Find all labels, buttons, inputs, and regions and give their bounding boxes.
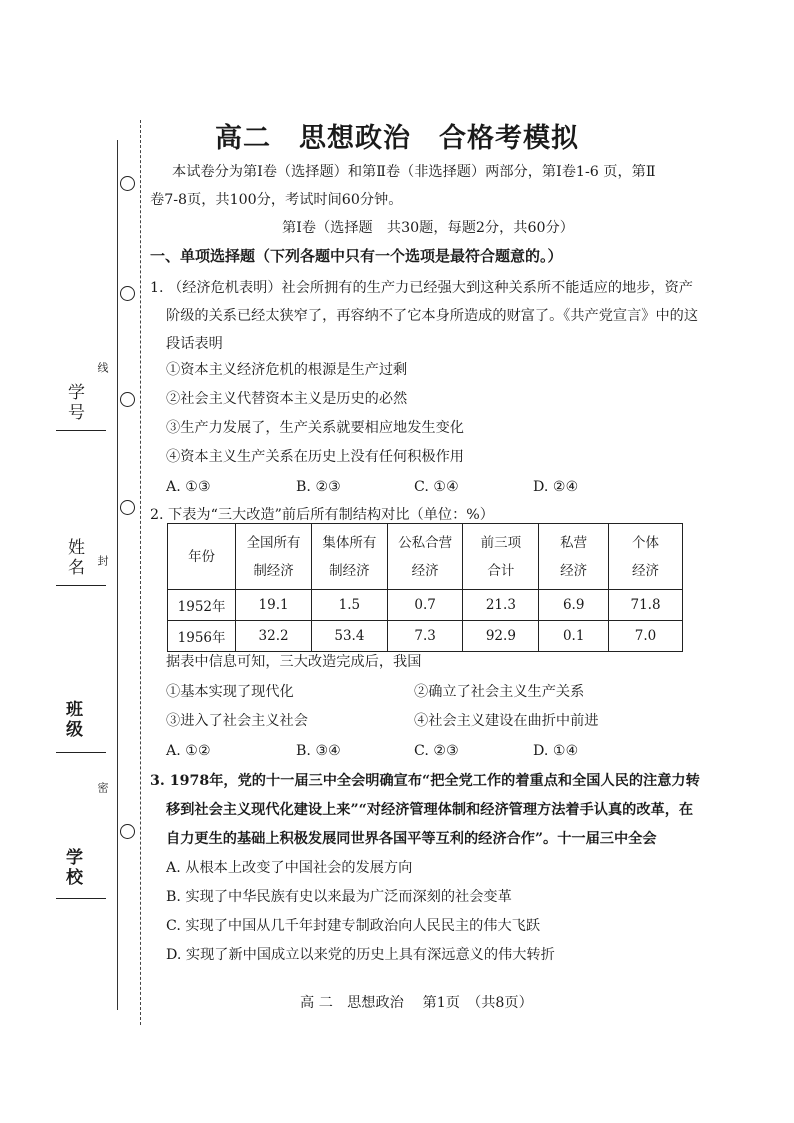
q3-line-1: 3. 1978年，党的十一届三中全会明确宣布“把全党工作的着重点和全国人民的注意力转 bbox=[150, 773, 700, 789]
q1-item: ④资本主义生产关系在历史上没有任何积极作用 bbox=[166, 449, 464, 465]
intro-line-1: 本试卷分为第Ⅰ卷（选择题）和第Ⅱ卷（非选择题）两部分，第Ⅰ卷1-6 页，第Ⅱ bbox=[172, 164, 656, 180]
student-name-line bbox=[56, 585, 106, 586]
table-cell: 7.3 bbox=[387, 621, 463, 652]
binding-hole bbox=[120, 176, 135, 191]
binding-hole bbox=[120, 824, 135, 839]
table-header-cell: 前三项 合计 bbox=[463, 524, 539, 590]
q3-option-c: C. 实现了中国从几千年封建专制政治向人民民主的伟大飞跃 bbox=[166, 918, 541, 934]
seal-line-mi: 密 bbox=[96, 782, 109, 793]
class-label: 班级 bbox=[62, 700, 82, 740]
q3-option-a: A. 从根本上改变了中国社会的发展方向 bbox=[166, 860, 413, 876]
class-line bbox=[56, 752, 106, 753]
table-cell: 21.3 bbox=[463, 590, 539, 621]
title-grade: 高二 bbox=[215, 123, 271, 154]
q3-line-2: 移到社会主义现代化建设上来”“对经济管理体制和经济管理方法着手认真的改革，在 bbox=[166, 802, 694, 818]
section-heading: 一、单项选择题（下列各题中只有一个选项是最符合题意的。） bbox=[150, 247, 563, 265]
q2-option-c: C. ②③ bbox=[414, 743, 459, 759]
page-footer: 高 二 思想政治 第1页 （共8页） bbox=[300, 995, 533, 1011]
student-name-label: 姓名 bbox=[64, 538, 84, 578]
q2-option-d: D. ①④ bbox=[533, 743, 579, 759]
q2-item: ③进入了社会主义社会 bbox=[166, 713, 308, 729]
q2-option-b: B. ③④ bbox=[296, 743, 341, 759]
table-header-cell: 个体 经济 bbox=[609, 524, 683, 590]
title-subject: 思想政治 bbox=[299, 123, 411, 154]
q1-line-2: 阶级的关系已经太狭窄了，再容纳不了它本身所造成的财富了。《共产党宣言》中的这 bbox=[166, 308, 699, 324]
binding-line-outer bbox=[117, 140, 118, 1010]
table-cell: 53.4 bbox=[311, 621, 387, 652]
q2-item: ④社会主义建设在曲折中前进 bbox=[414, 713, 599, 729]
student-id-line bbox=[56, 430, 106, 431]
q1-item: ①资本主义经济危机的根源是生产过剩 bbox=[166, 362, 408, 378]
title-exam: 合格考模拟 bbox=[439, 123, 579, 154]
q1-option-b: B. ②③ bbox=[296, 479, 341, 495]
table-row bbox=[168, 590, 683, 621]
q2-item: ②确立了社会主义生产关系 bbox=[414, 684, 585, 700]
table-header-cell: 全国所有 制经济 bbox=[236, 524, 312, 590]
table-cell: 0.1 bbox=[539, 621, 609, 652]
table-header-row bbox=[168, 524, 683, 590]
table-row bbox=[168, 621, 683, 652]
q2-lead: 据表中信息可知，三大改造完成后，我国 bbox=[166, 654, 422, 670]
table-cell: 71.8 bbox=[609, 590, 683, 621]
q3-option-d: D. 实现了新中国成立以来党的历史上具有深远意义的伟大转折 bbox=[166, 947, 555, 963]
q3-option-b: B. 实现了中华民族有史以来最为广泛而深刻的社会变革 bbox=[166, 889, 512, 905]
q3-line-3: 自力更生的基础上积极发展同世界各国平等互利的经济合作”。十一届三中全会 bbox=[166, 831, 657, 847]
intro-line-2: 卷7-8页，共100分，考试时间60分钟。 bbox=[150, 192, 403, 208]
table-cell: 32.2 bbox=[236, 621, 312, 652]
table-cell: 92.9 bbox=[463, 621, 539, 652]
table-cell: 1952年 bbox=[168, 590, 236, 621]
q1-line-1: 1. （经济危机表明）社会所拥有的生产力已经强大到这种关系所不能适应的地步，资产 bbox=[150, 280, 693, 296]
school-label: 学校 bbox=[62, 848, 82, 888]
table-cell: 7.0 bbox=[609, 621, 683, 652]
q2-stem: 2. 下表为“三大改造”前后所有制结构对比（单位：%） bbox=[150, 507, 494, 523]
school-line bbox=[56, 898, 106, 899]
table-cell: 19.1 bbox=[236, 590, 312, 621]
q1-item: ②社会主义代替资本主义是历史的必然 bbox=[166, 391, 408, 407]
binding-hole bbox=[120, 286, 135, 301]
q2-item: ①基本实现了现代化 bbox=[166, 684, 294, 700]
table-cell: 1956年 bbox=[168, 621, 236, 652]
table-cell: 6.9 bbox=[539, 590, 609, 621]
table-cell: 0.7 bbox=[387, 590, 463, 621]
q1-option-c: C. ①④ bbox=[414, 479, 459, 495]
student-id-label: 学号 bbox=[64, 383, 84, 423]
table-header-cell: 年份 bbox=[168, 524, 236, 590]
binding-hole bbox=[120, 392, 135, 407]
q1-option-a: A. ①③ bbox=[166, 479, 211, 495]
table-cell: 1.5 bbox=[311, 590, 387, 621]
seal-line-xian: 线 bbox=[96, 362, 109, 373]
table-header-cell: 公私合营 经济 bbox=[387, 524, 463, 590]
q1-option-d: D. ②④ bbox=[533, 479, 579, 495]
binding-hole bbox=[120, 500, 135, 515]
exam-title bbox=[0, 116, 794, 155]
q1-line-3: 段话表明 bbox=[166, 336, 223, 352]
table-header-cell: 集体所有 制经济 bbox=[311, 524, 387, 590]
volume-heading: 第Ⅰ卷（选择题 共30题，每题2分，共60分） bbox=[282, 220, 574, 236]
table-header-cell: 私营 经济 bbox=[539, 524, 609, 590]
ownership-table bbox=[167, 523, 683, 652]
q1-item: ③生产力发展了，生产关系就要相应地发生变化 bbox=[166, 420, 464, 436]
q2-option-a: A. ①② bbox=[166, 743, 211, 759]
seal-line-feng: 封 bbox=[96, 555, 109, 566]
binding-line-inner bbox=[140, 120, 141, 1025]
